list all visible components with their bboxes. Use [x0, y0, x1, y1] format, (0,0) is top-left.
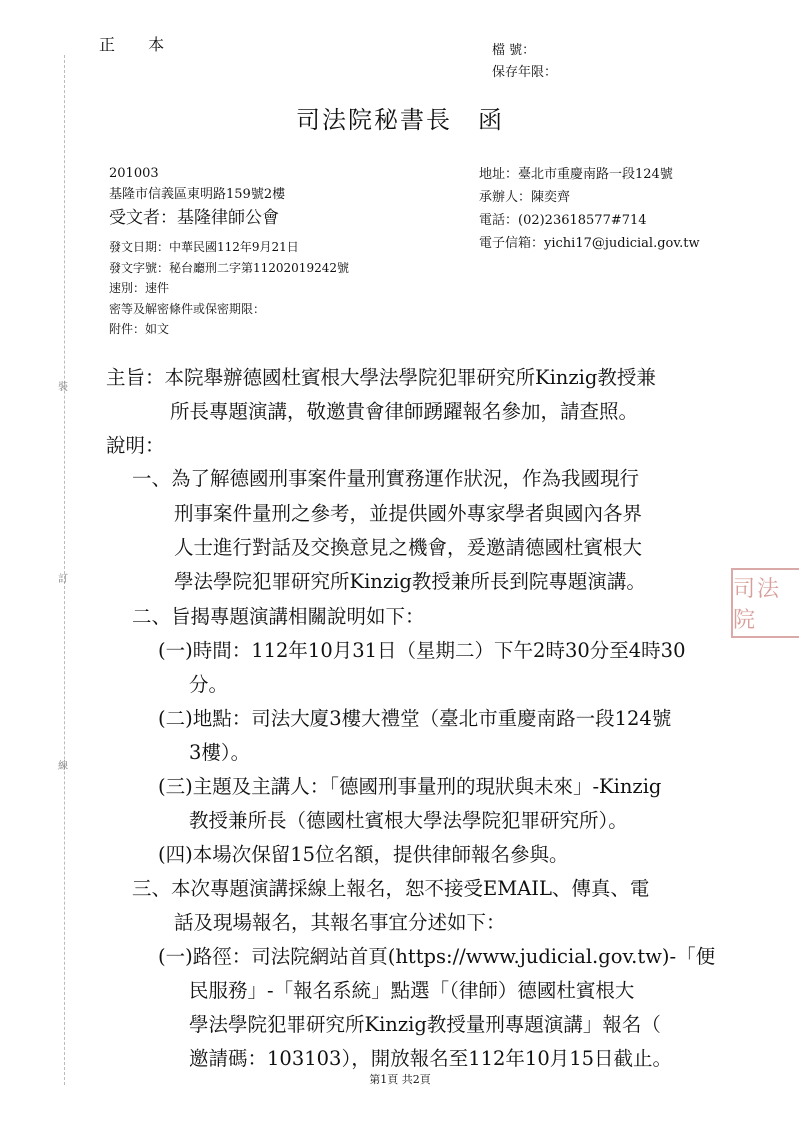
explanation-label: 說明：	[106, 434, 165, 457]
page-footer: 第1頁 共2頁	[369, 1073, 431, 1086]
postal-code: 201003	[109, 166, 159, 181]
attachment: 附件：如文	[109, 322, 170, 336]
item1-line: 人士進行對話及交換意見之機會，爰邀請德國杜賓根大	[174, 536, 643, 559]
item2-sub3-line: (三)主題及主講人：「德國刑事量刑的現狀與未來」-Kinzig	[158, 775, 662, 798]
item3-sub1-line: 學法學院犯罪研究所Kinzig教授量刑專題演講」報名（	[189, 1013, 661, 1036]
item3-sub1-line: (一)路徑：司法院網站首頁(https://www.judicial.gov.tw)-「便	[158, 945, 716, 968]
delivery-speed: 速別：速件	[109, 281, 170, 295]
recipient-address: 基隆市信義區東明路159號2樓	[109, 187, 286, 202]
item2-sub2-line: (二)地點：司法大廈3樓大禮堂（臺北市重慶南路一段124號	[158, 707, 672, 730]
item2-sub1-line: (一)時間：112年10月31日（星期二）下午2時30分至4時30	[158, 639, 686, 662]
recipient-label: 受文者：基隆律師公會	[109, 208, 279, 228]
sender-address: 地址：臺北市重慶南路一段124號	[479, 167, 673, 182]
official-seal-stamp: 司法院	[731, 568, 799, 638]
binding-mark-ding: 訂	[58, 574, 68, 585]
item3-sub1-line: 民服務」-「報名系統」點選「（律師）德國杜賓根大	[189, 979, 635, 1002]
file-meta	[492, 40, 557, 84]
sender-handler: 承辦人：陳奕齊	[479, 190, 571, 205]
binding-mark-xian: 線	[58, 761, 68, 772]
document-title	[0, 100, 800, 135]
secrecy-level: 密等及解密條件或保密期限：	[109, 301, 266, 316]
item3-heading-line: 三、本次專題演講採線上報名，恕不接受EMAIL、傳真、電	[132, 877, 650, 900]
item2-sub3-line: 教授兼所長（德國杜賓根大學法學院犯罪研究所）。	[189, 809, 628, 832]
binding-mark-zhuang: 裝	[58, 382, 68, 393]
item3-sub1-line: 邀請碼：103103），開放報名至112年10月15日截止。	[189, 1047, 673, 1070]
title-document-type: 函	[478, 106, 504, 134]
subject-line: 所長專題演講，敬邀貴會律師踴躍報名參加，請查照。	[170, 400, 639, 423]
recipient-block	[109, 163, 285, 231]
title-organization: 司法院秘書長	[296, 106, 452, 134]
subject-line: 主旨：本院舉辦德國杜賓根大學法學院犯罪研究所Kinzig教授兼	[106, 366, 656, 389]
sender-block	[479, 163, 700, 255]
item2-sub4-line: (四)本場次保留15位名額，提供律師報名參與。	[158, 843, 569, 866]
issue-date: 發文日期：中華民國112年9月21日	[109, 240, 299, 254]
retention-period-label: 保存年限：	[492, 65, 558, 80]
sender-email: 電子信箱：yichi17@judicial.gov.tw	[479, 236, 700, 251]
item3-heading-line: 話及現場報名，其報名事宜分述如下：	[174, 911, 506, 934]
item2-heading: 二、旨揭專題演講相關說明如下：	[132, 605, 425, 628]
item1-line: 一、為了解德國刑事案件量刑實務運作狀況，作為我國現行	[132, 467, 640, 490]
item1-line: 刑事案件量刑之參考，並提供國外專家學者與國內各界	[174, 502, 643, 525]
document-meta	[109, 237, 349, 340]
item2-sub2-line: 3樓）。	[189, 741, 251, 764]
item2-sub1-line: 分。	[189, 673, 229, 696]
sender-phone: 電話：(02)23618577#714	[479, 213, 647, 228]
copy-mark: 正 本	[99, 35, 179, 54]
file-number-label: 檔 號：	[492, 43, 536, 58]
document-number: 發文字號：秘台廳刑二字第11202019242號	[109, 260, 349, 275]
item1-line: 學法學院犯罪研究所Kinzig教授兼所長到院專題演講。	[174, 570, 646, 593]
